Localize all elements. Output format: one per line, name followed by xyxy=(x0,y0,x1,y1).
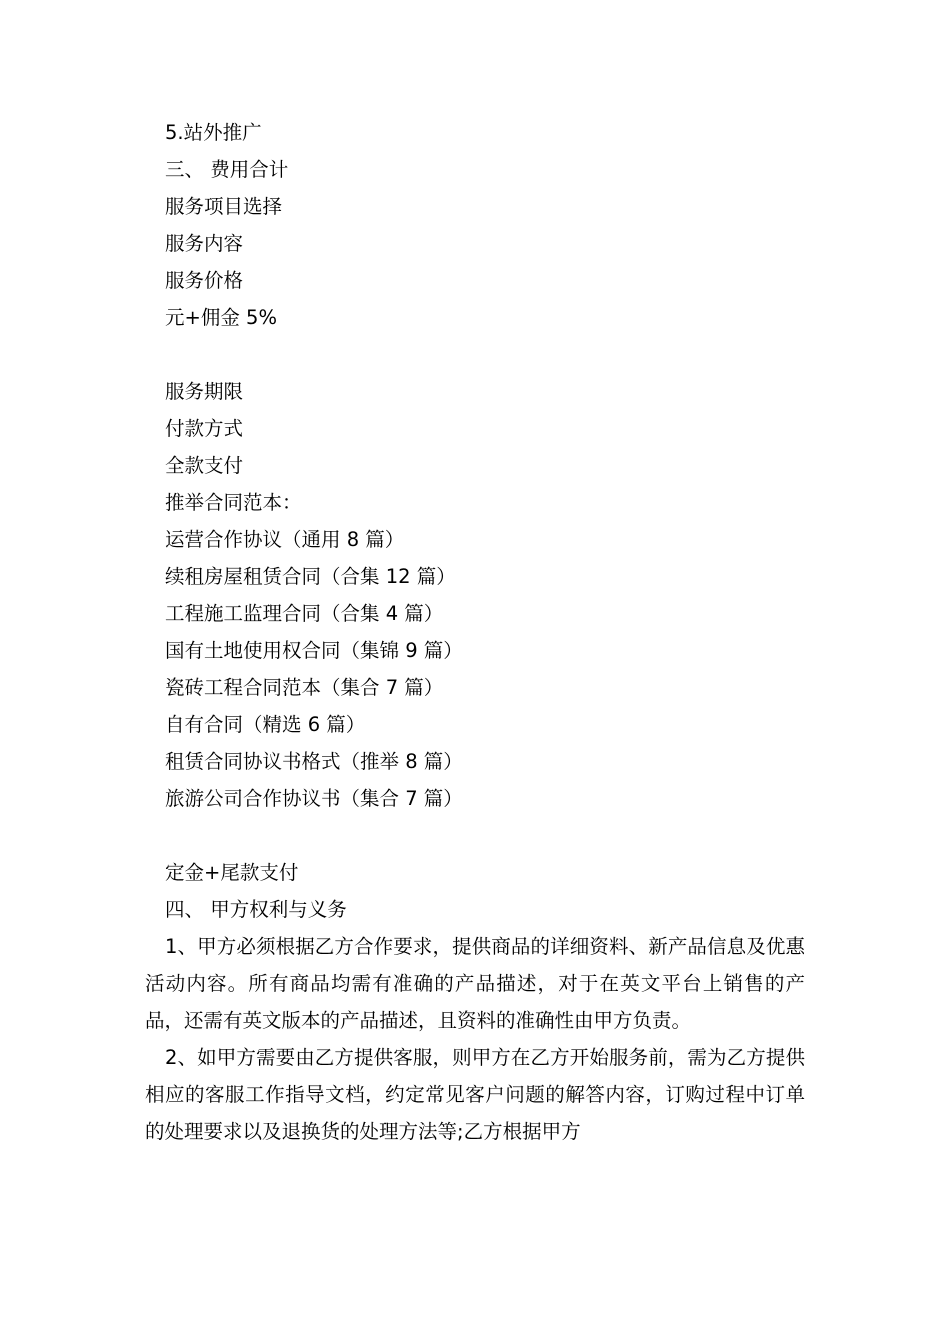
template-list-item: 工程施工监理合同（合集 4 篇） xyxy=(165,602,444,625)
section-heading-cost-total: 三、 费用合计 xyxy=(165,158,289,181)
template-list-item: 自有合同（精选 6 篇） xyxy=(165,713,366,736)
field-full-payment: 全款支付 xyxy=(165,454,244,477)
document-body xyxy=(145,114,845,1150)
template-list-item: 续租房屋租赁合同（合集 12 篇） xyxy=(165,565,456,588)
clause-paragraph-1: 1、甲方必须根据乙方合作要求，提供商品的详细资料、新产品信息及优惠活动内容。所有商品均需有准确的产品描述，对于在英文平台上销售的产品，还需有英文版本的产品描述，且资料的准确性由甲方负责。 xyxy=(145,935,805,1032)
clause-paragraph-2: 2、如甲方需要由乙方提供客服，则甲方在乙方开始服务前，需为乙方提供相应的客服工作指导文档，约定常见客户问题的解答内容，订购过程中订单的处理要求以及退换货的处理方法等;乙方根据甲方 xyxy=(145,1046,805,1143)
section-item-offsite-promotion: 5.站外推广 xyxy=(165,121,262,144)
template-list-item: 瓷砖工程合同范本（集合 7 篇） xyxy=(165,676,444,699)
template-list-item: 租赁合同协议书格式（推举 8 篇） xyxy=(165,750,463,773)
field-service-price: 服务价格 xyxy=(165,269,244,292)
section-heading-party-a-rights: 四、 甲方权利与义务 xyxy=(165,898,347,921)
field-payment-method: 付款方式 xyxy=(165,417,244,440)
template-list-item: 国有土地使用权合同（集锦 9 篇） xyxy=(165,639,463,662)
recommended-templates-heading: 推举合同范本： xyxy=(165,491,302,514)
field-price-commission: 元+佣金 5% xyxy=(165,306,277,329)
template-list-item: 旅游公司合作协议书（集合 7 篇） xyxy=(165,787,463,810)
field-deposit-balance-payment: 定金+尾款支付 xyxy=(165,861,299,884)
field-service-content: 服务内容 xyxy=(165,232,244,255)
field-service-period: 服务期限 xyxy=(165,380,244,403)
field-service-item-selection: 服务项目选择 xyxy=(165,195,283,218)
blank-line xyxy=(145,336,845,373)
template-list-item: 运营合作协议（通用 8 篇） xyxy=(165,528,405,551)
blank-line xyxy=(145,817,845,854)
